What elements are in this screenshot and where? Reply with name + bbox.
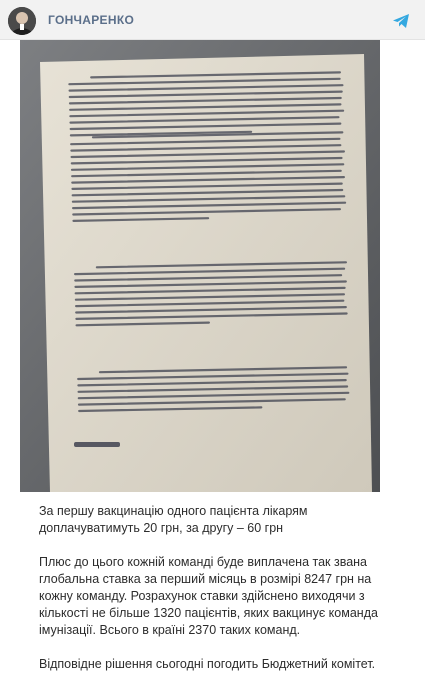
post-paragraph: Плюс до цього кожній команді буде виплачена так звана глобальна ставка за перший місяць в розмірі 8247 грн на кожну команду. Розрахунок ставки здійснено виходячи з кількості не більше 1320 пацієнтів, яких вакцинує команда імунізації. Всього в країні 2370 таких команд. (39, 555, 378, 637)
channel-header (0, 0, 425, 40)
user-avatar-icon[interactable] (8, 7, 36, 35)
telegram-icon[interactable] (391, 11, 411, 31)
post-text (39, 503, 389, 690)
document-page-image (20, 40, 380, 492)
post-paragraph: Відповідне рішення сьогодні погодить Бюджетний комітет. (39, 657, 376, 671)
channel-name[interactable]: ГОНЧАРЕНКО (48, 13, 135, 27)
document-photo[interactable] (20, 40, 380, 492)
post-paragraph: За першу вакцинацію одного пацієнта лікарям доплачуватимуть 20 грн, за другу – 60 грн (39, 504, 308, 535)
